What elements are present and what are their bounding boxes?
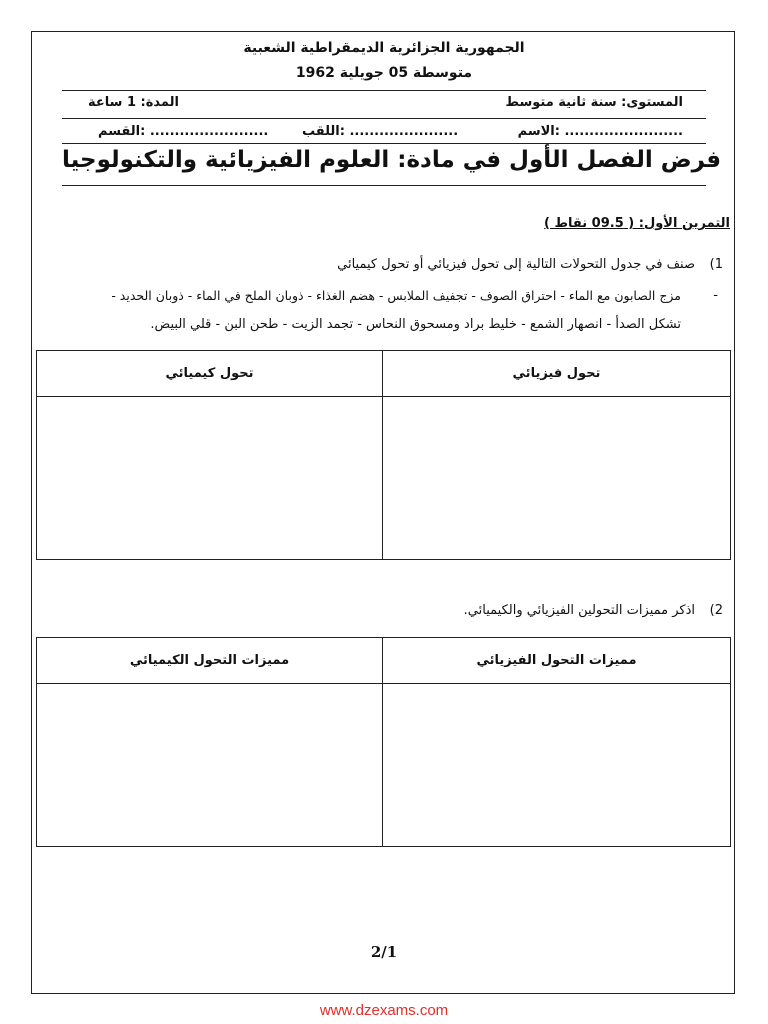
page-number: 2/1	[370, 943, 398, 961]
items-line-2: تشكل الصدأ - انصهار الشمع - خليط براد ومسحوق النحاس - تجمد الزيت - طحن البن - قلي البيض.	[150, 317, 681, 332]
divider	[62, 90, 706, 91]
divider	[62, 143, 706, 144]
website-link[interactable]: www.dzexams.com	[319, 1002, 449, 1019]
header-physical: تحول فيزيائي	[383, 351, 731, 397]
name-field: الاسم: ........................	[517, 124, 683, 139]
question-text: اذكر مميزات التحولين الفيزيائي والكيميائي.	[463, 603, 695, 618]
duration-label: المدة: 1 ساعة	[88, 95, 179, 110]
items-line-1: مزج الصابون مع الماء - احتراق الصوف - تجفيف الملابس - هضم الغذاء - ذوبان الملح في الماء - ذوبان الحديد -	[111, 288, 681, 303]
surname-field: اللقب: ......................	[302, 124, 459, 139]
question-number: 2)	[709, 603, 723, 618]
divider	[62, 118, 706, 119]
cell-chemical-traits[interactable]	[37, 684, 383, 847]
header-chemical-traits: مميزات التحول الكيميائي	[37, 638, 383, 684]
question-number: 1)	[709, 257, 723, 272]
header-physical-traits: مميزات التحول الفيزيائي	[383, 638, 731, 684]
class-field: القسم: ........................	[98, 124, 269, 139]
exam-title: فرض الفصل الأول في مادة: العلوم الفيزيائية والتكنولوجيا	[62, 147, 722, 173]
cell-physical-answers[interactable]	[383, 397, 731, 560]
school-name: متوسطة 05 جويلية 1962	[295, 65, 473, 81]
divider	[62, 185, 706, 186]
question-text: صنف في جدول التحولات التالية إلى تحول فيزيائي أو تحول كيميائي	[337, 257, 695, 272]
classification-table	[36, 350, 731, 560]
characteristics-table	[36, 637, 731, 847]
list-dash: -	[713, 288, 718, 303]
cell-physical-traits[interactable]	[383, 684, 731, 847]
cell-chemical-answers[interactable]	[37, 397, 383, 560]
level-label: المستوى: سنة ثانية متوسط	[505, 95, 683, 110]
header-chemical: تحول كيميائي	[37, 351, 383, 397]
republic-header: الجمهورية الجزائرية الديمقراطية الشعبية	[243, 40, 525, 56]
exercise-title: التمرين الأول: ( 09.5 نقاط )	[544, 216, 730, 231]
